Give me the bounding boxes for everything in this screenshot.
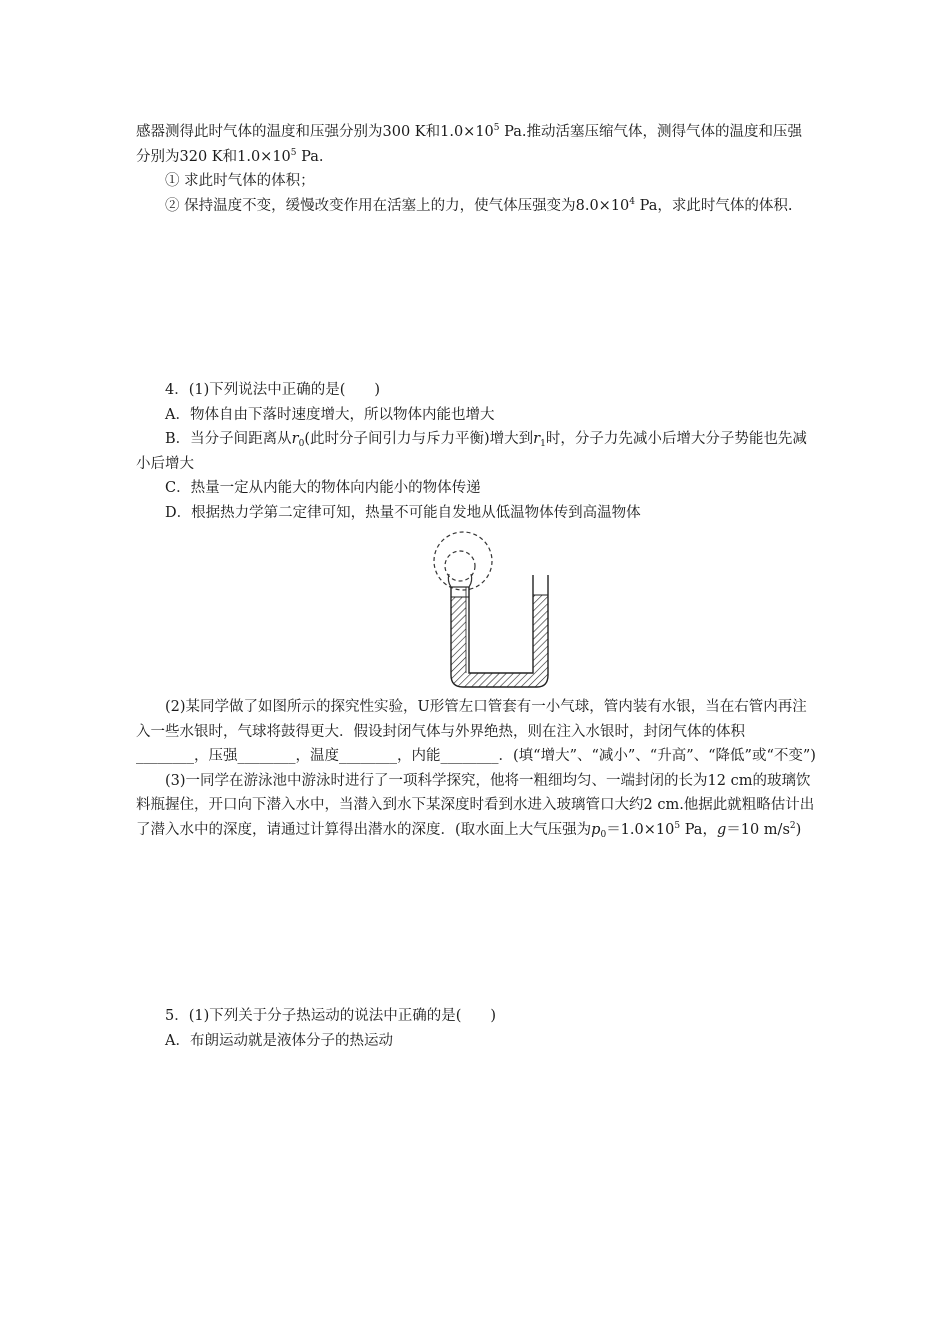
q4-option-b: B．当分子间距离从$r_0$(此时分子间引力与斥力平衡)增大到$r_1$时，分子力先减小后增大分子势能也先减小后增大 [136, 431, 807, 472]
document-page [136, 120, 816, 1053]
u-tube-balloon-figure [429, 531, 551, 689]
q4-stem: 4．(1)下列说法中正确的是( ) [165, 382, 381, 398]
q4-option-c: C．热量一定从内能大的物体向内能小的物体传递 [165, 480, 481, 496]
q5-stem: 5．(1)下列关于分子热运动的说法中正确的是( ) [165, 1008, 497, 1024]
answer-space [136, 842, 816, 1004]
balloon-expanded-outline [434, 532, 492, 590]
u-tube-inner-wall [469, 575, 533, 673]
q3-intro: 感器测得此时气体的温度和压强分别为300 K和$1.0\times 10^5$ Pa.推动活塞压缩气体，测得气体的温度和压强分别为320 K和$1.0\times 10^5$ Pa. [136, 123, 802, 165]
q3-sub2: ② 保持温度不变，缓慢改变作用在活塞上的力，使气体压强变为$8.0\times 10^4$ Pa，求此时气体的体积. [165, 196, 793, 214]
q4-option-d: D．根据热力学第二定律可知，热量不可能自发地从低温物体传到高温物体 [165, 504, 641, 521]
q4-option-a: A．物体自由下落时速度增大，所以物体内能也增大 [165, 406, 495, 423]
balloon-small-outline [445, 551, 475, 581]
q3-sub1: ① 求此时气体的体积； [165, 173, 315, 189]
q4-part3: (3)一同学在游泳池中游泳时进行了一项科学探究，他将一粗细均匀、一端封闭的长为12 cm的玻璃饮料瓶握住，开口向下潜入水中，当潜入到水下某深度时看到水进入玻璃管口大约2 cm.他据此就粗略估计出了潜入水中的深度，请通过计算得出潜水的深度．(取水面上大气压强为$p_0=1.0\times 10^5$ Pa，g＝10 $m/s^2$) [136, 772, 815, 840]
q5-option-a: A．布朗运动就是液体分子的热运动 [165, 1032, 393, 1049]
q4-part2: (2)某同学做了如图所示的探究性实验，U形管左口管套有一小气球，管内装有水银，当在右管内再注入一些水银时，气球将鼓得更大．假设封闭气体与外界绝热，则在注入水银时，封闭气体的体积________，压强________，温度________，内能________．(填“增大”、“减小”、“升高”、“降低”或“不变”) [136, 699, 816, 764]
answer-space [136, 218, 816, 378]
